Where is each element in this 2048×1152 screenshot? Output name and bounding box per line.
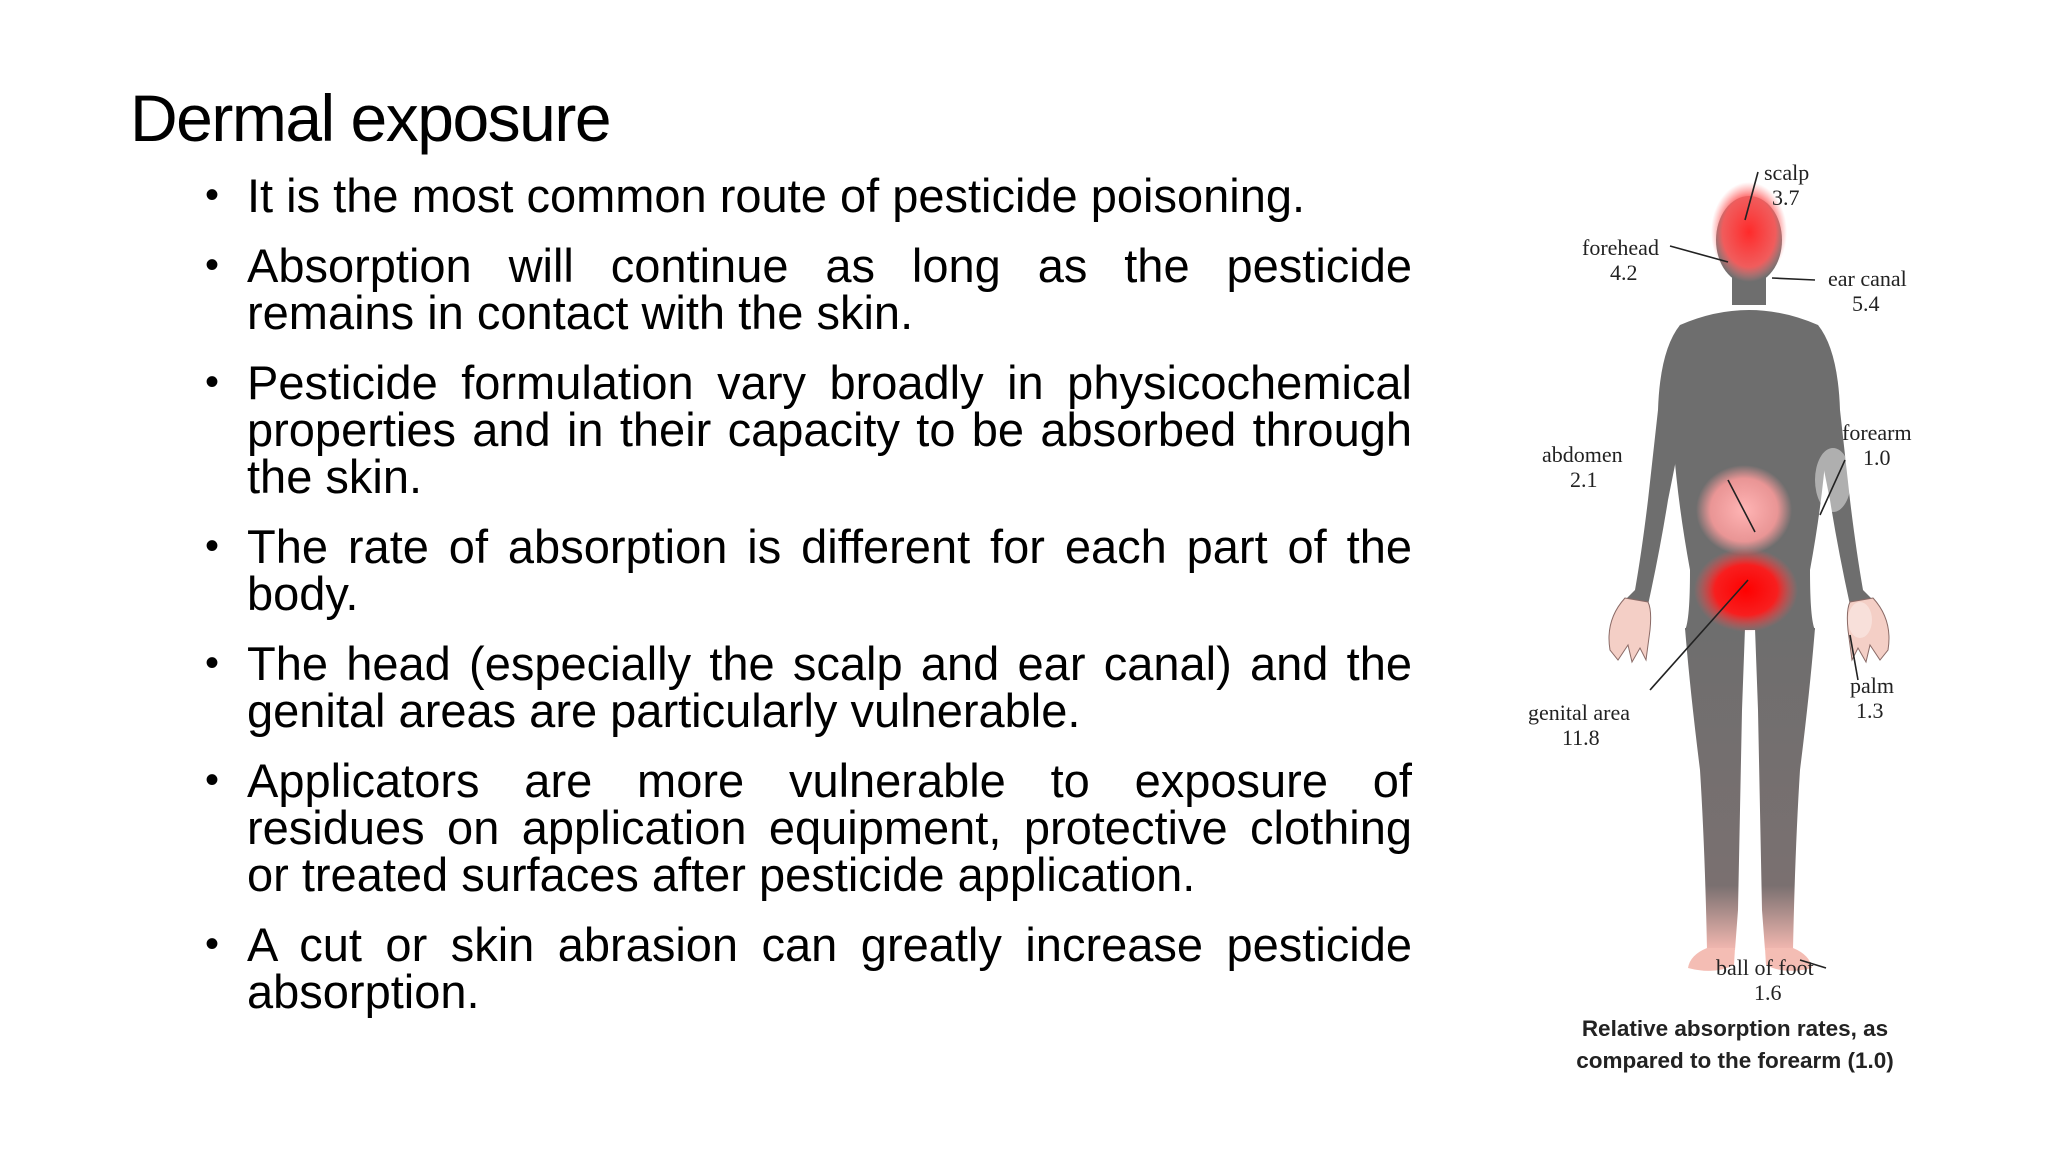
- bullet-item: • It is the most common route of pesticide poisoning.: [200, 172, 1412, 219]
- body-absorption-figure: [1510, 150, 1980, 1080]
- label-scalp-value: 3.7: [1772, 185, 1800, 210]
- bullet-item: • Pesticide formulation vary broadly in physicochemical properties and in their capacity to be absorbed through the skin.: [200, 359, 1412, 500]
- label-ball-of-foot-value: 1.6: [1754, 980, 1782, 1005]
- caption-line: Relative absorption rates, as: [1581, 1016, 1889, 1041]
- label-scalp-name: scalp: [1764, 160, 1810, 185]
- label-genital-area-name: genital area: [1528, 700, 1630, 725]
- bullet-list: [200, 169, 1412, 1038]
- label-ear-canal-value: 5.4: [1852, 291, 1880, 316]
- caption-line: compared to the forearm (1.0): [1576, 1048, 1894, 1073]
- bullet-item: • Applicators are more vulnerable to exposure of residues on application equipment, protective clothing or treated surfaces after pesticide application.: [200, 757, 1412, 898]
- label-forearm-value: 1.0: [1863, 445, 1891, 470]
- bullet-item: • The rate of absorption is different for each part of the body.: [200, 523, 1412, 617]
- figure-caption: [1530, 1013, 1940, 1077]
- bullet-item: • Absorption will continue as long as the pesticide remains in contact with the skin.: [200, 242, 1412, 336]
- label-ball-of-foot-name: ball of foot: [1716, 955, 1814, 980]
- bullet-item: • The head (especially the scalp and ear canal) and the genital areas are particularly vulnerable.: [200, 640, 1412, 734]
- label-forehead-name: forehead: [1582, 235, 1659, 260]
- body-diagram: [1510, 150, 1980, 1080]
- label-genital-area-value: 11.8: [1562, 725, 1600, 750]
- bullet-item: • A cut or skin abrasion can greatly increase pesticide absorption.: [200, 921, 1412, 1015]
- label-abdomen-name: abdomen: [1542, 442, 1623, 467]
- label-palm-value: 1.3: [1856, 698, 1884, 723]
- label-ear-canal-name: ear canal: [1828, 266, 1907, 291]
- slide-title: Dermal exposure: [130, 81, 611, 155]
- label-palm-name: palm: [1850, 673, 1894, 698]
- label-forehead-value: 4.2: [1610, 260, 1638, 285]
- label-abdomen-value: 2.1: [1570, 467, 1598, 492]
- label-forearm-name: forearm: [1842, 420, 1912, 445]
